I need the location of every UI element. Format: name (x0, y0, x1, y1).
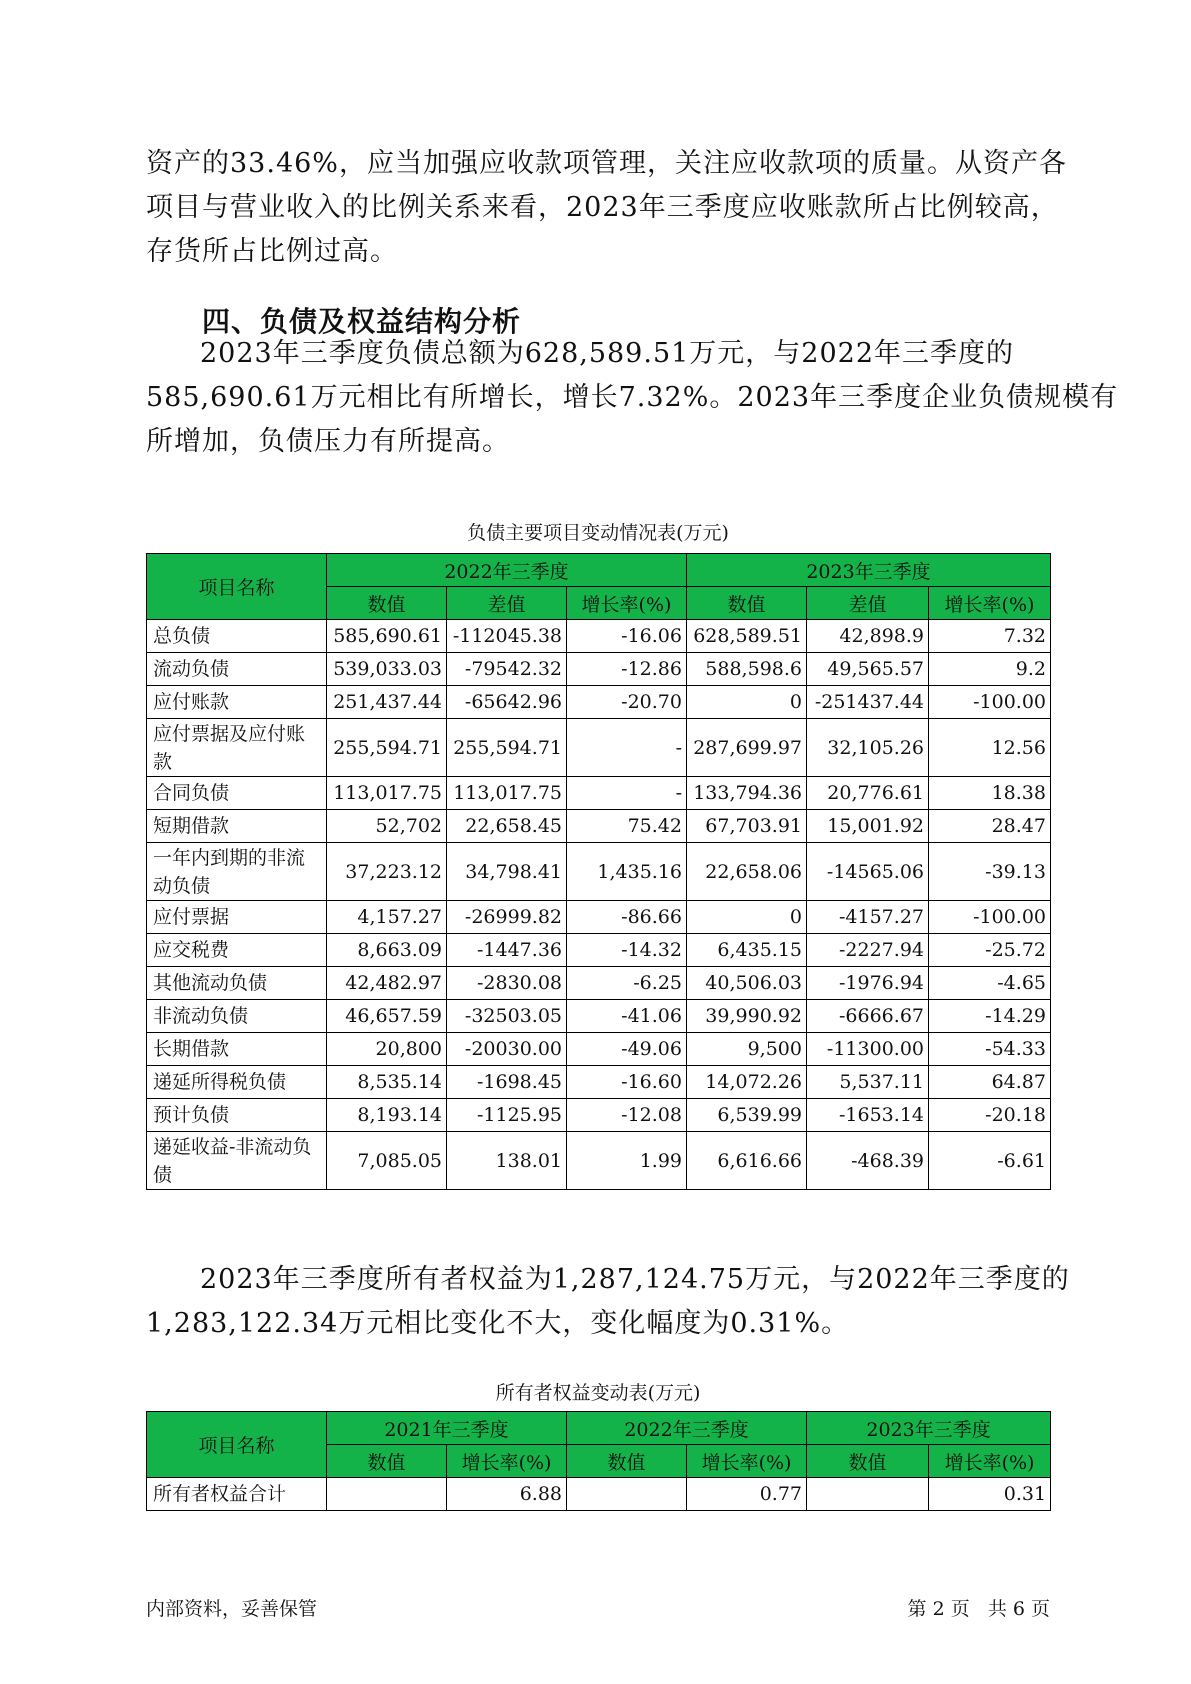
table-cell: 64.87 (929, 1066, 1051, 1099)
table-cell: 8,663.09 (327, 934, 447, 967)
table-cell: 8,193.14 (327, 1099, 447, 1132)
row-label: 所有者权益合计 (147, 1478, 327, 1511)
equity-line: 1,283,122.34万元相比变化不大，变化幅度为0.31%。 (146, 1308, 850, 1339)
table-cell: -54.33 (929, 1033, 1051, 1066)
liability-line: 585,690.61万元相比有所增长，增长7.32%。2023年三季度企业负债规模有 (146, 382, 1119, 413)
table-cell: 6,435.15 (687, 934, 807, 967)
liability-line: 所增加，负债压力有所提高。 (146, 426, 510, 457)
intro-line: 存货所占比例过高。 (146, 236, 398, 267)
table-cell: -4157.27 (807, 901, 929, 934)
table-cell: 46,657.59 (327, 1000, 447, 1033)
table-cell: 9,500 (687, 1033, 807, 1066)
table-cell: 588,598.6 (687, 653, 807, 686)
period-header: 2023年三季度 (687, 554, 1051, 587)
table-cell: 67,703.91 (687, 810, 807, 843)
table-cell: 15,001.92 (807, 810, 929, 843)
footer-confidential-note: 内部资料，妥善保管 (146, 1598, 318, 1620)
table-row (147, 1099, 1051, 1132)
table-cell: -251437.44 (807, 686, 929, 719)
table-cell: 18.38 (929, 777, 1051, 810)
table-cell: -11300.00 (807, 1033, 929, 1066)
table-cell: 255,594.71 (447, 719, 567, 777)
table-row (147, 810, 1051, 843)
table-cell: 0 (687, 686, 807, 719)
table-row (147, 901, 1051, 934)
table-row (147, 719, 1051, 777)
column-header: 增长率(%) (929, 1445, 1051, 1478)
table-cell: 6,616.66 (687, 1132, 807, 1190)
table-cell: -1125.95 (447, 1099, 567, 1132)
column-header: 数值 (807, 1445, 929, 1478)
table-cell: -32503.05 (447, 1000, 567, 1033)
table-cell: 32,105.26 (807, 719, 929, 777)
column-header: 增长率(%) (567, 587, 687, 620)
table-cell: 1.99 (567, 1132, 687, 1190)
table-cell: - (567, 719, 687, 777)
table-cell: 8,535.14 (327, 1066, 447, 1099)
table-row (147, 934, 1051, 967)
table-row (147, 1033, 1051, 1066)
table-cell: -41.06 (567, 1000, 687, 1033)
row-label: 递延收益-非流动负债 (147, 1132, 327, 1190)
period-header: 2021年三季度 (327, 1412, 567, 1445)
column-header: 增长率(%) (447, 1445, 567, 1478)
table-cell: -1976.94 (807, 967, 929, 1000)
period-header: 2023年三季度 (807, 1412, 1051, 1445)
item-name-header: 项目名称 (147, 554, 327, 620)
table-cell: 585,690.61 (327, 620, 447, 653)
table-cell: -1698.45 (447, 1066, 567, 1099)
period-header: 2022年三季度 (327, 554, 687, 587)
table-cell: -16.06 (567, 620, 687, 653)
column-header: 数值 (567, 1445, 687, 1478)
table-cell: 6,539.99 (687, 1099, 807, 1132)
liability-table-caption: 负债主要项目变动情况表(万元) (467, 522, 729, 544)
row-label: 非流动负债 (147, 1000, 327, 1033)
footer-page-number: 第 2 页 共 6 页 (907, 1598, 1050, 1620)
intro-line: 项目与营业收入的比例关系来看，2023年三季度应收账款所占比例较高， (146, 192, 1059, 223)
table-row (147, 777, 1051, 810)
row-label: 合同负债 (147, 777, 327, 810)
table-cell: 22,658.45 (447, 810, 567, 843)
table-cell: 1,435.16 (567, 843, 687, 901)
table-cell: 28.47 (929, 810, 1051, 843)
liability-table (146, 553, 1051, 1190)
table-row (147, 843, 1051, 901)
row-label: 短期借款 (147, 810, 327, 843)
table-cell: -20030.00 (447, 1033, 567, 1066)
row-label: 总负债 (147, 620, 327, 653)
column-header: 差值 (807, 587, 929, 620)
table-row (147, 686, 1051, 719)
table-cell: 7,085.05 (327, 1132, 447, 1190)
table-cell: -12.08 (567, 1099, 687, 1132)
table-cell: 42,898.9 (807, 620, 929, 653)
table-row (147, 1000, 1051, 1033)
table-cell: 12.56 (929, 719, 1051, 777)
table-cell: -100.00 (929, 901, 1051, 934)
table-cell: - (567, 777, 687, 810)
table-cell: -25.72 (929, 934, 1051, 967)
row-label: 流动负债 (147, 653, 327, 686)
column-header: 数值 (327, 1445, 447, 1478)
table-cell: 20,776.61 (807, 777, 929, 810)
table-cell: 14,072.26 (687, 1066, 807, 1099)
table-cell: -14.32 (567, 934, 687, 967)
table-cell: -2227.94 (807, 934, 929, 967)
table-cell: -112045.38 (447, 620, 567, 653)
period-header: 2022年三季度 (567, 1412, 807, 1445)
table-cell: 287,699.97 (687, 719, 807, 777)
intro-paragraph (146, 142, 1067, 274)
row-label: 应付票据及应付账款 (147, 719, 327, 777)
table-cell: -14.29 (929, 1000, 1051, 1033)
table-row (147, 1066, 1051, 1099)
table-cell: -16.60 (567, 1066, 687, 1099)
table-cell: 113,017.75 (327, 777, 447, 810)
table-cell: -6666.67 (807, 1000, 929, 1033)
section-heading: 四、负债及权益结构分析 (202, 305, 522, 338)
column-header: 增长率(%) (687, 1445, 807, 1478)
table-row (147, 653, 1051, 686)
item-name-header: 项目名称 (147, 1412, 327, 1478)
table-row (147, 967, 1051, 1000)
equity-line: 2023年三季度所有者权益为1,287,124.75万元，与2022年三季度的 (200, 1264, 1070, 1295)
table-cell: 39,990.92 (687, 1000, 807, 1033)
table-cell: 6.88 (447, 1478, 567, 1511)
table-cell: -49.06 (567, 1033, 687, 1066)
table-cell: 0.77 (687, 1478, 807, 1511)
table-cell: 42,482.97 (327, 967, 447, 1000)
table-cell: -39.13 (929, 843, 1051, 901)
table-row (147, 1478, 1051, 1511)
table-cell: 0.31 (929, 1478, 1051, 1511)
table-cell: 34,798.41 (447, 843, 567, 901)
table-cell: -79542.32 (447, 653, 567, 686)
table-cell: 138.01 (447, 1132, 567, 1190)
equity-paragraph (146, 1258, 1070, 1346)
equity-table (146, 1411, 1051, 1511)
column-header: 增长率(%) (929, 587, 1051, 620)
table-cell: 255,594.71 (327, 719, 447, 777)
row-label: 递延所得税负债 (147, 1066, 327, 1099)
table-cell: -6.61 (929, 1132, 1051, 1190)
table-row (147, 620, 1051, 653)
table-cell: -2830.08 (447, 967, 567, 1000)
row-label: 长期借款 (147, 1033, 327, 1066)
table-cell: -100.00 (929, 686, 1051, 719)
table-cell: 133,794.36 (687, 777, 807, 810)
liability-paragraph (146, 332, 1119, 464)
table-cell: 251,437.44 (327, 686, 447, 719)
table-cell (327, 1478, 447, 1511)
column-header: 数值 (327, 587, 447, 620)
table-cell: 0 (687, 901, 807, 934)
equity-table-caption: 所有者权益变动表(万元) (495, 1382, 701, 1404)
table-cell: 75.42 (567, 810, 687, 843)
column-header: 差值 (447, 587, 567, 620)
table-cell: -26999.82 (447, 901, 567, 934)
row-label: 应付账款 (147, 686, 327, 719)
table-cell: 113,017.75 (447, 777, 567, 810)
table-cell: 37,223.12 (327, 843, 447, 901)
table-cell: -86.66 (567, 901, 687, 934)
table-cell: -1653.14 (807, 1099, 929, 1132)
table-cell: 9.2 (929, 653, 1051, 686)
row-label: 预计负债 (147, 1099, 327, 1132)
table-cell: 20,800 (327, 1033, 447, 1066)
column-header: 数值 (687, 587, 807, 620)
row-label: 其他流动负债 (147, 967, 327, 1000)
table-cell: -14565.06 (807, 843, 929, 901)
table-cell: -65642.96 (447, 686, 567, 719)
table-cell: -1447.36 (447, 934, 567, 967)
table-cell: 22,658.06 (687, 843, 807, 901)
row-label: 应付票据 (147, 901, 327, 934)
liability-line: 2023年三季度负债总额为628,589.51万元，与2022年三季度的 (200, 338, 1015, 369)
table-row (147, 1132, 1051, 1190)
table-cell (807, 1478, 929, 1511)
row-label: 应交税费 (147, 934, 327, 967)
table-cell: 539,033.03 (327, 653, 447, 686)
table-cell: 628,589.51 (687, 620, 807, 653)
table-cell: 40,506.03 (687, 967, 807, 1000)
table-cell: 4,157.27 (327, 901, 447, 934)
table-cell: -6.25 (567, 967, 687, 1000)
table-cell: -20.70 (567, 686, 687, 719)
table-cell (567, 1478, 687, 1511)
table-cell: 49,565.57 (807, 653, 929, 686)
table-cell: 5,537.11 (807, 1066, 929, 1099)
table-cell: -12.86 (567, 653, 687, 686)
row-label: 一年内到期的非流动负债 (147, 843, 327, 901)
table-cell: 7.32 (929, 620, 1051, 653)
table-cell: -4.65 (929, 967, 1051, 1000)
table-cell: 52,702 (327, 810, 447, 843)
intro-line: 资产的33.46%，应当加强应收款项管理，关注应收款项的质量。从资产各 (146, 148, 1067, 179)
table-cell: -20.18 (929, 1099, 1051, 1132)
table-cell: -468.39 (807, 1132, 929, 1190)
